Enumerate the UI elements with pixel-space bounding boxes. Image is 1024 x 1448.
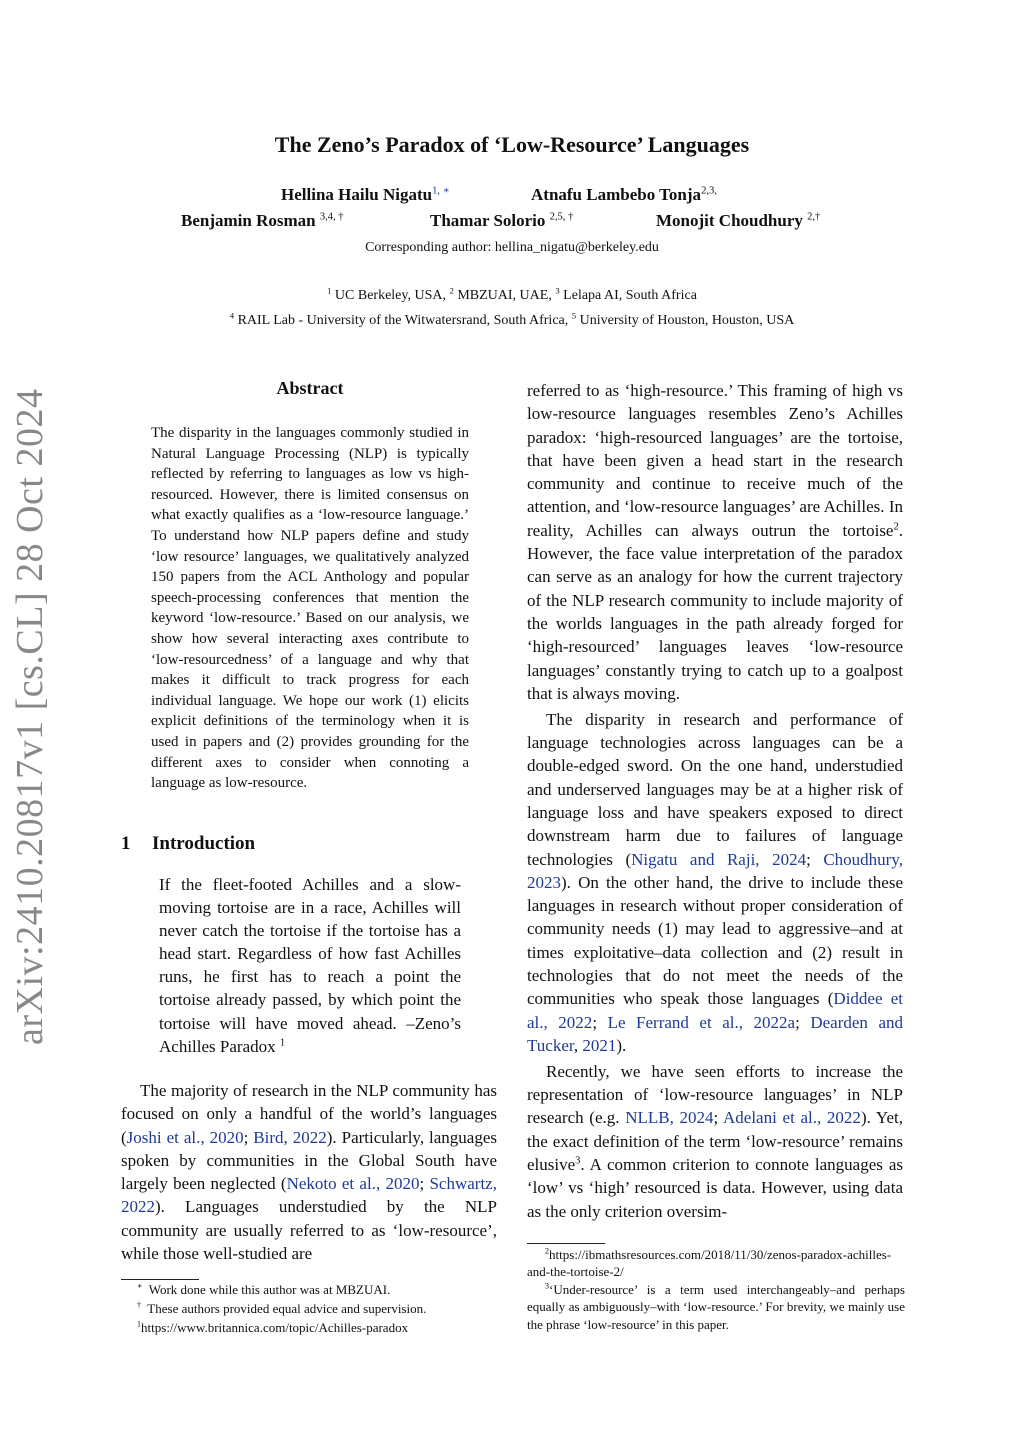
footnote-ref-1[interactable]: 1 <box>279 1037 286 1048</box>
body-paragraph: The disparity in research and performance of language technologies across languages can be a double-edged sword. On the one hand, understudied and underserved languages may be at a higher risk of language loss and have speakers exposed to direct downstream harm due to failures of language technologies (Nigatu and Raji, 2024; Choudhury, 2023). On the other hand, the drive to include these languages in research without proper consideration of community needs (1) may lead to aggressive–and at times exploitative–data collection and (2) result in technologies that do not meet the needs of the communities who speak those languages (Diddee et al., 2022; Le Ferrand et al., 2022a; Dearden and Tucker, 2021). <box>527 709 903 1055</box>
citation-link[interactable]: Dearden and Tucker <box>527 1012 903 1055</box>
affiliations-line-1: $^1$ UC Berkeley, USA, $^2$ MBZUAI, UAE, $^3$ Lelapa AI, South Africa <box>327 285 697 303</box>
abstract-text: The disparity in the languages commonly studied in Natural Language Processing (NLP) is typically reflected by referring to languages as low vs high-resourced. However, there is limited consensus on what exactly qualifies as a ‘low-resource language.’ To understand how NLP papers define and study ‘low resource’ languages, we qualitatively analyzed 150 papers from the ACL Anthology and popular speech-processing conferences that mention the keyword ‘low-resource.’ Based on our analysis, we show how several interacting axes contribute to ‘low-resourcedness’ of a language and why that makes it difficult to track progress for each individual language. We hope our work (1) elicits explicit definitions of the terminology when it is used in papers and (2) provides grounding for the different axes to consider when connoting a language as low-resource. <box>151 425 469 792</box>
citation-link[interactable]: Le Ferrand et al., 2022a <box>607 1012 796 1032</box>
footnote-ref-2[interactable]: 2 <box>893 521 899 533</box>
footnotes-left <box>121 1279 501 1337</box>
footnote-url[interactable]: https://www.britannica.com/topic/Achilles-paradox <box>141 1320 409 1335</box>
footnotes-right <box>527 1243 905 1333</box>
citation-link[interactable]: Diddee et al., 2022 <box>527 989 903 1032</box>
citation-link[interactable]: Nekoto et al., 2020 <box>286 1174 420 1194</box>
body-paragraph: Recently, we have seen efforts to increase the representation of ‘low-resource languages’ in NLP research (e.g. NLLB, 2024; Adelani et al., 2022). Yet, the exact definition of the term ‘low-resource’ remains elusive$^3$. A common criterion to connote languages as ‘low’ vs ‘high’ resourced is data. However, using data as the only criterion oversim- <box>527 1061 903 1221</box>
right-column <box>527 379 903 1225</box>
citation-link[interactable]: Choudhury, 2023 <box>527 849 903 892</box>
intro-paragraph-1: The majority of research in the NLP community has focused on only a handful of the world’s languages (Joshi et al., 2020; Bird, 2022). Particularly, languages spoken by communities in the Global South have largely been neglected (Nekoto et al., 2020; Schwartz, 2022). Languages understudied by the NLP community are usually referred to as ‘low-resource’, while those well-studied are <box>121 1081 498 1264</box>
citation-link[interactable]: Joshi et al., 2020 <box>126 1127 244 1147</box>
footnote: ∗ Work done while this author was at MBZUAI. <box>137 1281 391 1297</box>
footnote-url[interactable]: https://ibmathsresources.com/2018/11/30/zenos-paradox-achilles-and-the-tortoise-2/ <box>527 1247 892 1280</box>
citation-link[interactable]: NLLB, 2024 <box>625 1108 714 1128</box>
citation-link[interactable]: Bird, 2022 <box>253 1127 327 1147</box>
paper-title: The Zeno’s Paradox of ‘Low-Resource’ Languages <box>274 132 750 157</box>
footnote-rule <box>527 1243 605 1244</box>
footnote-ref-3[interactable]: 3 <box>575 1155 581 1167</box>
citation-link[interactable]: Schwartz, 2022 <box>121 1174 497 1217</box>
footnote: $^2$https://ibmathsresources.com/2018/11/30/zenos-paradox-achilles-and-the-tortoise-2/ <box>527 1246 892 1280</box>
citation-link[interactable]: 2021 <box>582 1035 617 1055</box>
footnote: $^1$https://www.britannica.com/topic/Achilles-paradox <box>137 1319 409 1335</box>
author-1: Hellina Hailu Nigatu$^{1, ∗}$ <box>281 185 450 204</box>
citation-link[interactable]: Adelani et al., 2022 <box>723 1108 861 1128</box>
epigraph-quote: If the fleet-footed Achilles and a slow-moving tortoise are in a race, Achilles will never catch the tortoise if the tortoise has a head start. Regardless of how fast Achilles runs, he first has to reach a point the tortoise already passed, by which point the tortoise will have moved ahead. –Zeno’s Achilles Paradox $^1$ <box>159 875 461 1056</box>
footnote: $^3$‘Under-resource’ is a term used interchangeably–and perhaps equally as ambiguously–with ‘low-resource.’ For brevity, we mainly use the phrase ‘low-resource’ in this paper. <box>527 1281 905 1332</box>
author-3: Benjamin Rosman $^{3,4, \dagger}$ <box>181 211 344 230</box>
section-heading-introduction: 1 Introduction <box>121 833 256 854</box>
citation-link[interactable]: Nigatu and Raji, 2024 <box>631 849 807 869</box>
footnote: † These authors provided equal advice and supervision. <box>137 1300 427 1316</box>
author-5: Monojit Choudhury $^{2,\dagger}$ <box>656 211 821 230</box>
affiliations-line-2: $^4$ RAIL Lab - University of the Witwatersrand, South Africa, $^5$ University of Houston, Houston, USA <box>229 310 795 328</box>
corresponding-author: Corresponding author: hellina_nigatu@berkeley.edu <box>365 240 659 255</box>
author-4: Thamar Solorio $^{2,5, \dagger}$ <box>430 211 574 230</box>
body-paragraph: referred to as ‘high-resource.’ This framing of high vs low-resource languages resembles Zeno’s Achilles paradox: ‘high-resourced languages’ are the tortoise, that have been given a head start in the research community and continue to receive much of the attention, and ‘low-resource languages’ are Achilles. In reality, Achilles can always outrun the tortoise$^2$. However, the face value interpretation of the paradox can serve as an analogy for how the current trajectory of the NLP research community to include majority of the worlds languages in the path already forged for ‘high-resourced’ languages leaves ‘low-resource languages’ constantly trying to catch up to a goalpost that is always moving. <box>527 381 903 703</box>
abstract-heading: Abstract <box>276 378 344 398</box>
author-2: Atnafu Lambebo Tonja$^{2,3,}$ <box>531 185 717 204</box>
arxiv-identifier-stamp: arXiv:2410.20817v1 [cs.CL] 28 Oct 2024 <box>9 388 51 1045</box>
